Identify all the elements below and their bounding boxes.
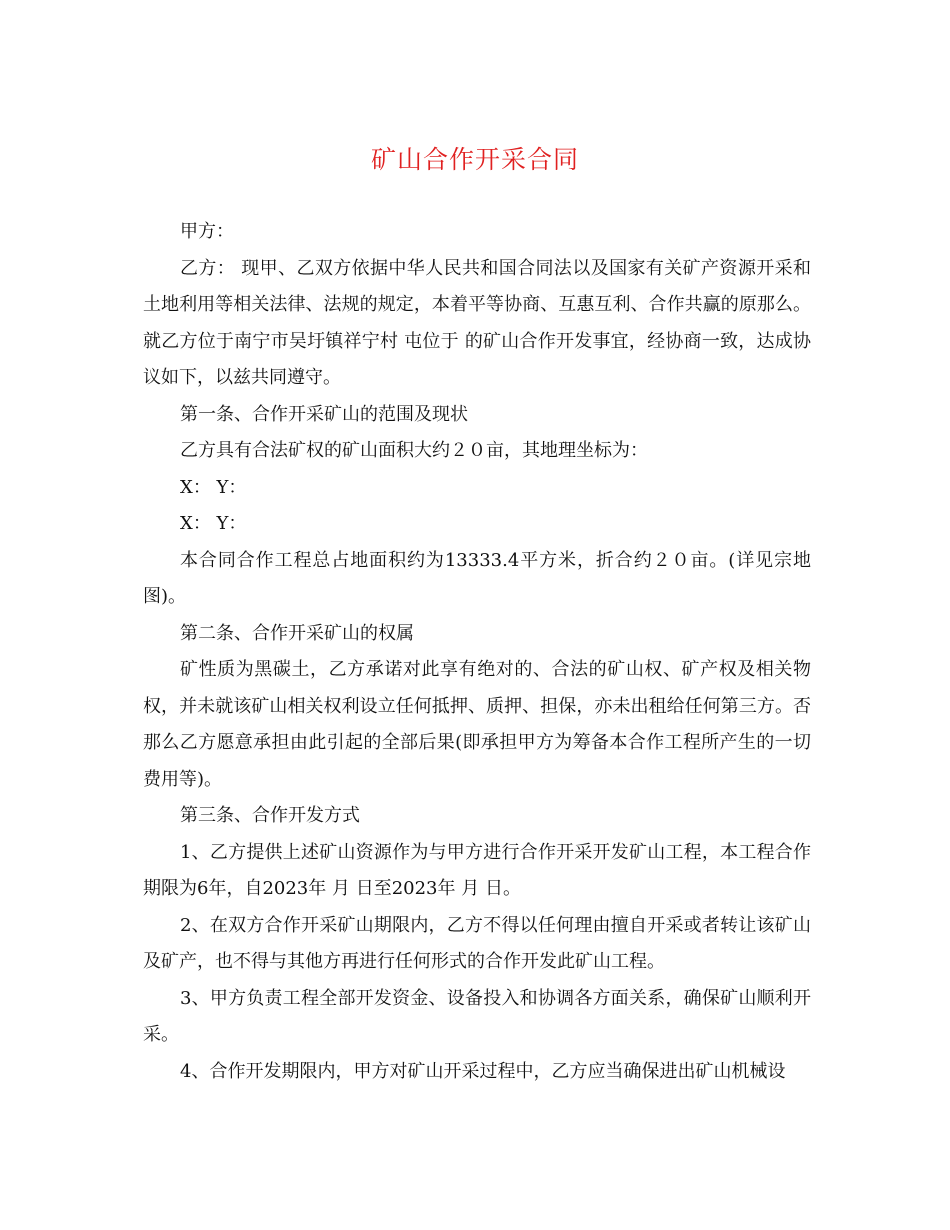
total-area-paragraph: 本合同合作工程总占地面积约为13333.4平方米，折合约２０亩。(详见宗地图)。 xyxy=(143,549,811,607)
coordinate-line-2: X： Y： xyxy=(180,513,247,534)
coordinate-line-1: X： Y： xyxy=(180,476,247,498)
article-2-heading: 第二条、合作开采矿山的权属 xyxy=(180,622,414,644)
party-a-line: 甲方： xyxy=(180,221,234,242)
clause-3-2: 2、在双方合作开采矿山期限内，乙方不得以任何理由擅自开采或者转让该矿山及矿产，也不得与其他方再进行任何形式的合作开发此矿山工程。 xyxy=(143,914,811,972)
ownership-paragraph: 矿性质为黑碳土，乙方承诺对此享有绝对的、合法的矿山权、矿产权及相关物权，并未就该矿山相关权利设立任何抵押、质押、担保，亦未出租给任何第三方。否那么乙方愿意承担由此引起的全部后果(即承担甲方为筹备本合作工程所产生的一切费用等)。 xyxy=(143,659,811,790)
document-body xyxy=(143,214,811,1090)
party-b-preamble: 乙方： 现甲、乙双方依据中华人民共和国合同法以及国家有关矿产资源开采和土地利用等相关法律、法规的规定，本着平等协商、互惠互利、合作共赢的原那么。就乙方位于南宁市吴圩镇祥宁村 屯位于 的矿山合作开发事宜，经协商一致，达成协议如下，以兹共同遵守。 xyxy=(143,257,811,388)
clause-3-1: 1、乙方提供上述矿山资源作为与甲方进行合作开采开发矿山工程，本工程合作期限为6年，自2023年 月 日至2023年 月 日。 xyxy=(143,841,811,899)
article-3-heading: 第三条、合作开发方式 xyxy=(180,805,360,826)
clause-3-4: 4、合作开发期限内，甲方对矿山开采过程中，乙方应当确保进出矿山机械设 xyxy=(180,1060,786,1082)
article-1-heading: 第一条、合作开采矿山的范围及现状 xyxy=(180,403,468,425)
document-title: 矿山合作开采合同 xyxy=(370,145,579,174)
clause-3-3: 3、甲方负责工程全部开发资金、设备投入和协调各方面关系，确保矿山顺利开采。 xyxy=(143,987,811,1045)
mine-area-line: 乙方具有合法矿权的矿山面积大约２０亩，其地理坐标为： xyxy=(180,440,648,461)
